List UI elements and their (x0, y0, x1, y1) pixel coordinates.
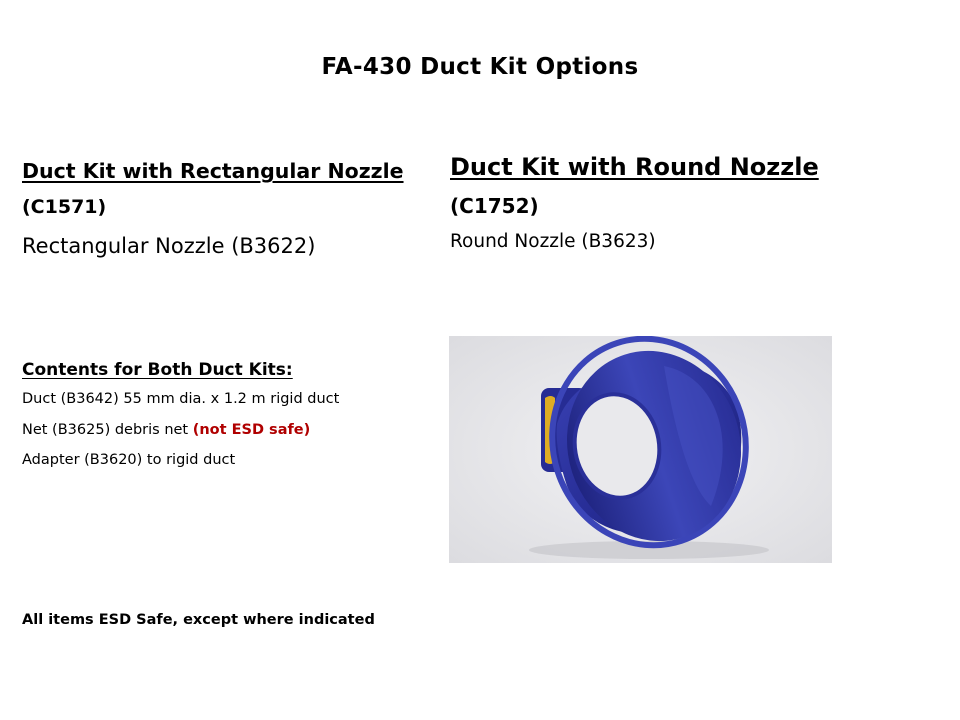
contents-heading: Contents for Both Duct Kits: (22, 360, 293, 380)
rectangular-kit-heading: Duct Kit with Rectangular Nozzle (22, 159, 404, 183)
contents-item-net (22, 415, 432, 446)
contents-section (22, 356, 432, 476)
round-kit-heading: Duct Kit with Round Nozzle (450, 153, 819, 181)
page-title: FA-430 Duct Kit Options (321, 54, 639, 80)
rectangular-kit-section (22, 155, 432, 261)
contents-item-text: Net (B3625) debris net (22, 421, 193, 438)
contents-item-adapter (22, 445, 432, 476)
contents-item-duct (22, 384, 432, 415)
contents-item-text: Adapter (B3620) to rigid duct (22, 452, 236, 468)
round-nozzle-photo (449, 336, 832, 563)
esd-footnote: All items ESD Safe, except where indicated (22, 612, 375, 628)
not-esd-safe-warning: (not ESD safe) (192, 421, 311, 438)
rectangular-nozzle-label: Rectangular Nozzle (B3622) (22, 234, 316, 258)
contents-item-text: Duct (B3642) 55 mm dia. x 1.2 m rigid duct (22, 391, 340, 407)
round-nozzle-illustration (449, 336, 832, 563)
round-nozzle-label: Round Nozzle (B3623) (450, 231, 656, 252)
round-kit-code: (C1752) (450, 194, 539, 218)
rectangular-kit-code: (C1571) (22, 196, 107, 218)
round-kit-section (450, 150, 850, 255)
